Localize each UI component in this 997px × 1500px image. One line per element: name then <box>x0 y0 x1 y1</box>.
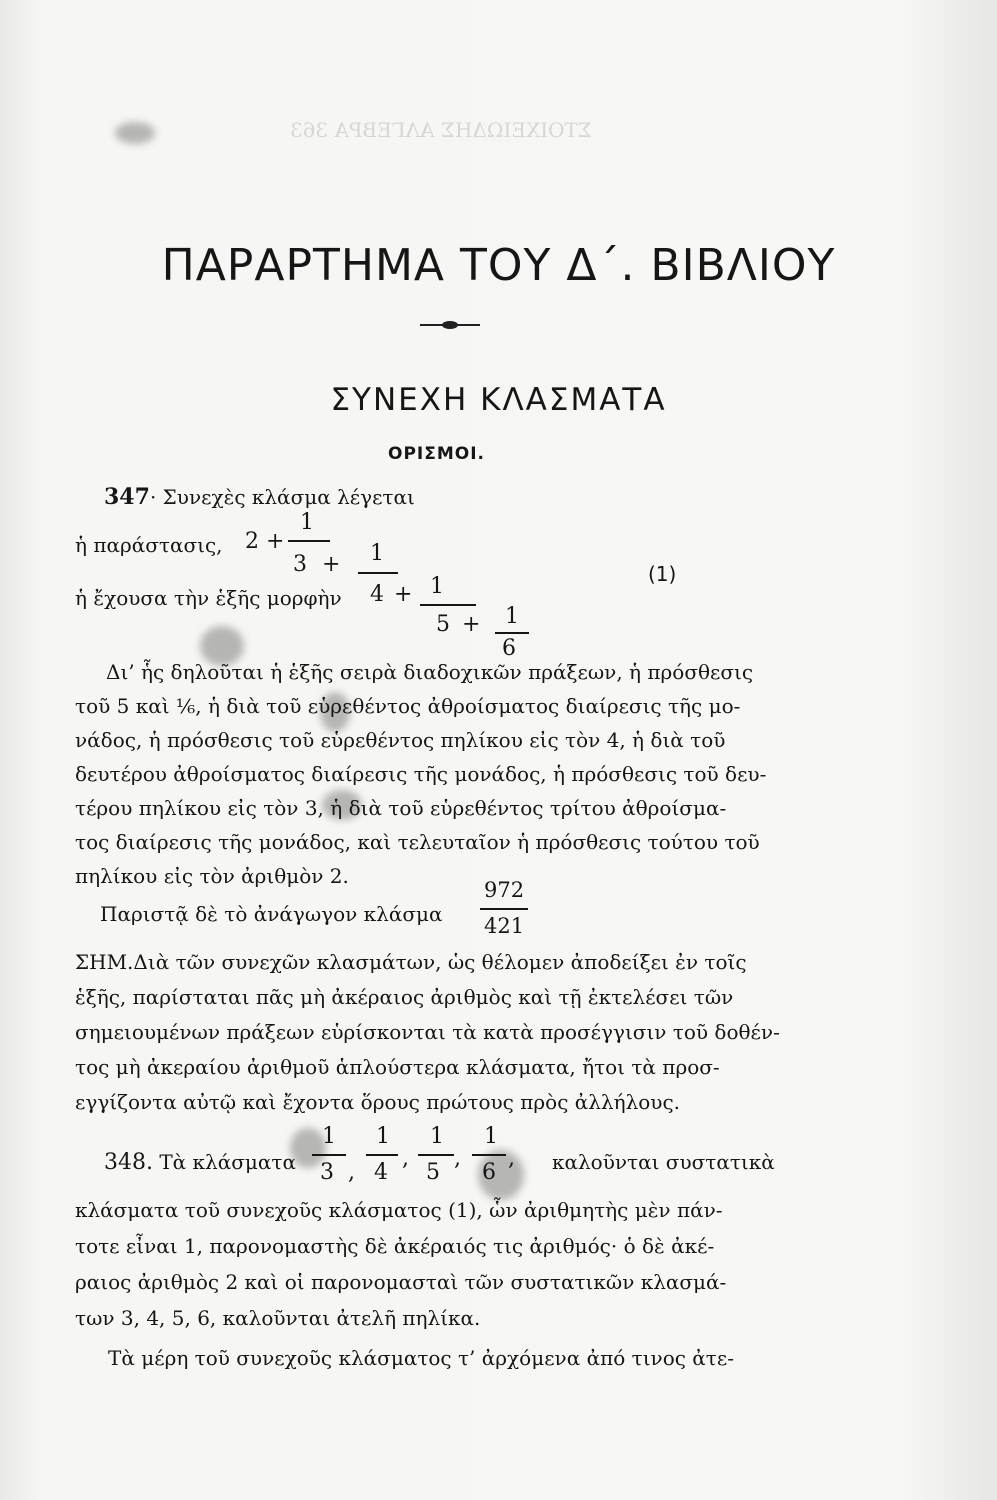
para-348-line: των 3, 4, 5, 6, καλοῦνται ἀτελῆ πηλίκα. <box>75 1306 481 1330</box>
para-347-line: τέρου πηλίκου εἰς τὸν 3, ἡ διὰ τοῦ εὑρεθέντος τρίτου ἀθροίσμα- <box>75 796 727 820</box>
equation-number: (1) <box>648 562 677 586</box>
component-denominator: 6 <box>482 1160 496 1185</box>
note-line: τος μὴ ἀκεραίου ἀριθμοῦ ἁπλούστερα κλάσματα, ἤτοι τὰ προσ- <box>75 1055 720 1079</box>
irreducible-numerator: 972 <box>484 878 525 902</box>
fraction-bar <box>495 632 529 634</box>
para-348-line: ραιος ἀριθμὸς 2 καὶ οἱ παρονομασταὶ τῶν συστατικῶν κλασμά- <box>75 1270 727 1294</box>
para-348-tail: καλοῦνται συστατικὰ <box>552 1150 775 1174</box>
para-347-line: νάδος, ἡ πρόσθεσις τοῦ εὑρεθέντος πηλίκου εἰς τὸν 4, ἡ διὰ τοῦ <box>75 728 726 752</box>
title-ornament <box>420 324 480 326</box>
cf-denominator: 6 <box>502 636 516 661</box>
expr-label: ἡ παράστασις, <box>75 533 223 557</box>
cf-numerator: 1 <box>430 574 444 599</box>
fraction-bar <box>472 1154 506 1156</box>
fraction-bar <box>312 1154 346 1156</box>
para-number: 348. <box>104 1150 153 1175</box>
fraction-bar <box>420 604 476 606</box>
note-line: σημειουμένων πράξεων εὑρίσκονται τὰ κατὰ προσέγγισιν τοῦ δοθέν- <box>75 1020 780 1044</box>
cf-denominator: 5 <box>436 612 450 637</box>
cf-numerator: 1 <box>505 604 519 629</box>
section-title: ΣΥΝΕΧΗ ΚΛΑΣΜΑΤΑ <box>330 382 667 418</box>
cf-whole: 2 <box>245 529 259 554</box>
bleed-through-header: ΣΤΟΙΧΕΙΩΔΗΣ ΑΛΓΕΒΡΑ 363 <box>290 118 592 142</box>
irreducible-denominator: 421 <box>484 914 525 938</box>
cf-numerator: 1 <box>300 510 314 535</box>
plus-sign: + <box>322 552 341 577</box>
comma: , <box>402 1146 409 1171</box>
para-347-intro: 347· Συνεχὲς κλάσμα λέγεται <box>104 484 415 510</box>
para-347-line: τοῦ 5 καὶ ⅙, ἡ διὰ τοῦ εὑρεθέντος ἀθροίσματος διαίρεσις τῆς μο- <box>75 694 741 718</box>
para-348-last-line: Τὰ μέρη τοῦ συνεχοῦς κλάσματος τ’ ἀρχόμενα ἀπό τινος ἀτε- <box>108 1346 734 1370</box>
page-title: ΠΑΡΑΡΤΗΜΑ ΤΟΥ Δ΄. ΒΙΒΛΙΟΥ <box>161 240 836 291</box>
para-347-line: πηλίκου εἰς τὸν ἀριθμὸν 2. <box>75 864 349 888</box>
component-numerator: 1 <box>430 1124 444 1149</box>
comma: , <box>508 1146 515 1171</box>
note-line: ΣΗΜ.Διὰ τῶν συνεχῶν κλασμάτων, ὡς θέλομεν ἀποδείξει ἐν τοῖς <box>75 950 747 974</box>
note-line: ἑξῆς, παρίσταται πᾶς μὴ ἀκέραιος ἀριθμὸς καὶ τῇ ἐκτελέσει τῶν <box>75 985 734 1009</box>
represents-text: Παριστᾷ δὲ τὸ ἀνάγωγον κλάσμα <box>100 902 443 926</box>
fraction-bar <box>288 540 330 542</box>
cf-denominator: 3 <box>293 552 307 577</box>
cf-denominator: 4 <box>370 582 384 607</box>
component-denominator: 5 <box>426 1160 440 1185</box>
component-numerator: 1 <box>376 1124 390 1149</box>
note-line: εγγίζοντα αὐτῷ καὶ ἔχοντα ὅρους πρώτους πρὸς ἀλλήλους. <box>75 1090 681 1114</box>
cf-numerator: 1 <box>370 541 384 566</box>
plus-sign: + <box>462 612 481 637</box>
para-348-lead <box>104 1150 296 1175</box>
fraction-bar <box>366 1154 398 1156</box>
component-numerator: 1 <box>322 1124 336 1149</box>
para-347-line: τος διαίρεσις τῆς μονάδος, καὶ τελευταῖον ἡ πρόσθεσις τούτου τοῦ <box>75 830 760 854</box>
form-label: ἡ ἔχουσα τὴν ἑξῆς μορφὴν <box>75 586 342 610</box>
para-347-line: Δι’ ἧς δηλοῦται ἡ ἑξῆς σειρὰ διαδοχικῶν πράξεων, ἡ πρόσθεσις <box>106 660 754 684</box>
plus-sign: + <box>266 529 285 554</box>
fraction-bar <box>358 572 398 574</box>
fraction-bar <box>418 1154 454 1156</box>
component-denominator: 4 <box>374 1160 388 1185</box>
component-denominator: 3 <box>320 1160 334 1185</box>
para-348-line: τοτε εἶναι 1, παρονομαστὴς δὲ ἀκέραιός τις ἀριθμός· ὁ δὲ ἀκέ- <box>75 1234 715 1258</box>
para-intro-text: Συνεχὲς κλάσμα λέγεται <box>162 485 415 509</box>
subheading: ΟΡΙΣΜΟΙ. <box>388 444 486 464</box>
plus-sign: + <box>394 582 413 607</box>
para-348-line: κλάσματα τοῦ συνεχοῦς κλάσματος (1), ὧν ἀριθμητὴς μὲν πάν- <box>75 1198 723 1222</box>
para-number: 347 <box>104 484 150 510</box>
comma: , <box>348 1160 355 1185</box>
comma: , <box>454 1146 461 1171</box>
fraction-bar <box>480 908 528 910</box>
ink-stain <box>115 122 155 144</box>
para-347-line: δευτέρου ἀθροίσματος διαίρεσις τῆς μονάδος, ἡ πρόσθεσις τοῦ δευ- <box>75 762 767 786</box>
component-numerator: 1 <box>484 1124 498 1149</box>
para-lead-text: Τὰ κλάσματα <box>159 1150 296 1174</box>
